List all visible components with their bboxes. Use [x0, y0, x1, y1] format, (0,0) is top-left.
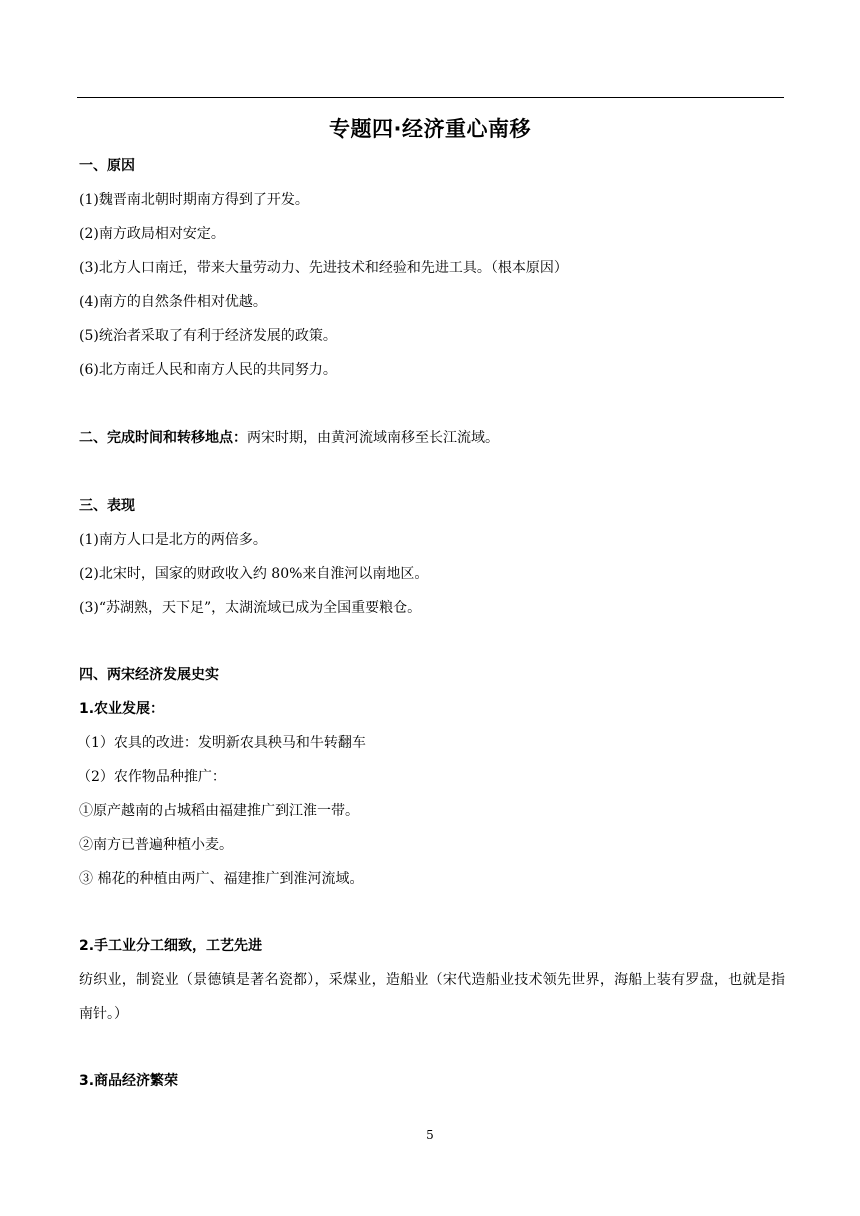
list-item: (4)南方的自然条件相对优越。	[79, 294, 267, 310]
list-item: (2)南方政局相对安定。	[79, 226, 225, 242]
subheading-commerce: 3.商品经济繁荣	[79, 1073, 179, 1089]
section-heading-song-economy: 四、两宋经济发展史实	[79, 667, 219, 683]
list-item: (3)“苏湖熟，天下足”，太湖流域已成为全国重要粮仓。	[79, 600, 422, 616]
paragraph-handicraft: 纺织业，制瓷业（景德镇是著名瓷都），采煤业，造船业（宋代造船业技术领先世界，海船上装有罗盘，也就是指南针。）	[79, 972, 785, 1022]
section-heading-manifestation: 三、表现	[79, 498, 135, 514]
list-item: ①原产越南的占城稻由福建推广到江淮一带。	[79, 803, 359, 819]
section-heading-causes: 一、原因	[79, 158, 135, 174]
section-heading-time-place: 二、完成时间和转移地点：	[79, 430, 247, 446]
list-item: （2）农作物品种推广：	[77, 769, 226, 785]
subheading-agriculture: 1.农业发展：	[79, 701, 165, 717]
list-item: ②南方已普遍种植小麦。	[79, 837, 233, 853]
list-item: (1)南方人口是北方的两倍多。	[79, 532, 267, 548]
page-title: 专题四·经济重心南移	[329, 117, 531, 141]
list-item: (6)北方南迁人民和南方人民的共同努力。	[79, 362, 337, 378]
list-item: (2)北宋时，国家的财政收入约 80%来自淮河以南地区。	[79, 566, 429, 582]
list-item: (3)北方人口南迁，带来大量劳动力、先进技术和经验和先进工具。（根本原因）	[79, 260, 568, 276]
page-number: 5	[426, 1128, 434, 1142]
list-item: (5)统治者采取了有利于经济发展的政策。	[79, 328, 337, 344]
list-item: ③ 棉花的种植由两广、福建推广到淮河流域。	[79, 871, 364, 887]
section-time-place	[79, 428, 499, 448]
section-text-time-place: 两宋时期，由黄河流域南移至长江流域。	[247, 430, 499, 446]
list-item: （1）农具的改进：发明新农具秧马和牛转翻车	[77, 735, 366, 751]
header-rule	[77, 97, 784, 98]
list-item: (1)魏晋南北朝时期南方得到了开发。	[79, 192, 309, 208]
subheading-handicraft: 2.手工业分工细致，工艺先进	[79, 938, 263, 954]
